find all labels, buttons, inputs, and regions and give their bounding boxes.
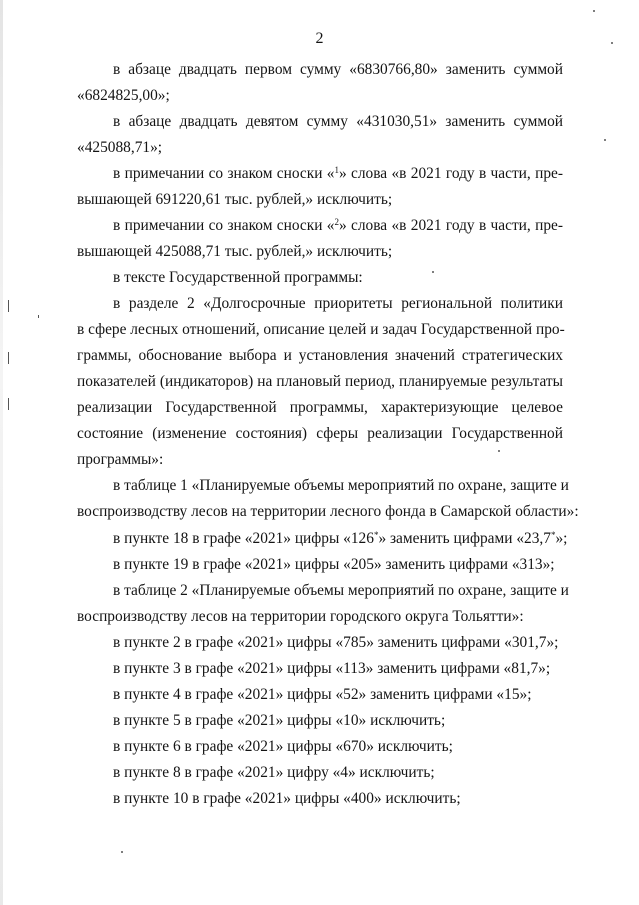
- line-text: в пункте 18 в графе «2021» цифры «126: [113, 530, 374, 547]
- line-l23: [113, 633, 563, 653]
- line-text: в примечании со знаком сноски «: [113, 217, 335, 234]
- scan-speck: [38, 315, 39, 318]
- line-l04: [77, 138, 563, 158]
- line-text: вышающей 425088,71 тыс. рублей,» исключить;: [77, 243, 393, 260]
- scan-speck: [604, 139, 606, 141]
- line-l15: [77, 424, 563, 444]
- line-l19: [113, 529, 568, 549]
- line-l02: [77, 86, 563, 106]
- line-text: воспроизводству лесов на территории городского округа Тольятти»:: [77, 608, 524, 625]
- line-text: реализации Государственной программы, характеризующие целевое: [77, 399, 563, 416]
- line-l06: [77, 190, 563, 210]
- line-text: показателей (индикаторов) на плановый период, планируемые результаты: [77, 373, 563, 390]
- line-text: » слова «в 2021 году в части, пре-: [339, 165, 563, 182]
- line-text: в абзаце двадцать девятом сумму «431030,51» заменить суммой: [113, 113, 563, 130]
- line-l03: [113, 112, 563, 132]
- line-text: в пункте 5 в графе «2021» цифры «10» исключить;: [113, 712, 446, 729]
- line-text: »;: [555, 530, 568, 547]
- line-l16: [77, 450, 563, 470]
- footnote-mark: 1: [334, 165, 339, 175]
- line-l08: [77, 242, 563, 262]
- scan-speck: [498, 450, 500, 452]
- line-l14: [77, 398, 563, 418]
- line-text: в пункте 8 в графе «2021» цифру «4» исключить;: [113, 764, 435, 781]
- line-text: в примечании со знаком сноски «: [113, 165, 335, 182]
- line-l21: [113, 581, 569, 601]
- line-text: в таблице 1 «Планируемые объемы мероприятий по охране, защите и: [113, 477, 569, 494]
- line-text: воспроизводству лесов на территории лесного фонда в Самарской области»:: [77, 503, 579, 520]
- line-text: в тексте Государственной программы:: [113, 269, 363, 286]
- page-number: 2: [315, 30, 324, 47]
- line-l12: [77, 346, 563, 366]
- line-l17: [113, 476, 569, 496]
- line-text: вышающей 691220,61 тыс. рублей,» исключить;: [77, 191, 393, 208]
- footnote-mark: *: [373, 530, 379, 540]
- line-text: в абзаце двадцать первом сумму «6830766,80» заменить суммой: [113, 61, 563, 78]
- line-l05: [113, 164, 563, 184]
- line-l20: [113, 555, 563, 575]
- line-text: в пункте 19 в графе «2021» цифры «205» заменить цифрами «313»;: [113, 556, 555, 573]
- line-text: «425088,71»;: [77, 139, 163, 156]
- line-l22: [77, 607, 563, 627]
- footnote-mark: 2: [334, 217, 339, 227]
- line-text: » слова «в 2021 году в части, пре-: [339, 217, 563, 234]
- line-text: в пункте 6 в графе «2021» цифры «670» исключить;: [113, 738, 453, 755]
- line-l26: [113, 711, 563, 731]
- line-l18: [77, 502, 579, 522]
- line-l24: [113, 659, 563, 679]
- line-text: в пункте 3 в графе «2021» цифры «113» заменить цифрами «81,7»;: [113, 660, 551, 677]
- scan-speck: [121, 851, 123, 853]
- line-text: в разделе 2 «Долгосрочные приоритеты региональной политики: [113, 295, 563, 312]
- line-l07: [113, 216, 563, 236]
- line-text: в пункте 10 в графе «2021» цифры «400» исключить;: [113, 790, 461, 807]
- scan-speck: [8, 398, 9, 410]
- scan-speck: [432, 271, 434, 273]
- line-text: «6824825,00»;: [77, 87, 170, 104]
- scan-speck: [611, 42, 613, 44]
- line-l29: [113, 789, 563, 809]
- line-text: в пункте 2 в графе «2021» цифры «785» заменить цифрами «301,7»;: [113, 634, 559, 651]
- scan-speck: [593, 10, 595, 12]
- line-text: в пункте 4 в графе «2021» цифры «52» заменить цифрами «15»;: [113, 686, 532, 703]
- scan-speck: [8, 300, 9, 312]
- line-l13: [77, 372, 563, 392]
- scan-speck: [8, 352, 9, 364]
- line-l28: [113, 763, 563, 783]
- line-l27: [113, 737, 563, 757]
- line-text: программы»:: [77, 451, 164, 468]
- line-text: граммы, обоснование выбора и установления значений стратегических: [77, 347, 563, 364]
- line-text: в таблице 2 «Планируемые объемы мероприятий по охране, защите и: [113, 582, 569, 599]
- line-text: » заменить цифрами «23,7: [378, 530, 551, 547]
- line-l11: [77, 320, 563, 340]
- footnote-mark: *: [550, 530, 556, 540]
- line-l10: [113, 294, 563, 314]
- scan-edge: [0, 0, 3, 905]
- line-text: состояние (изменение состояния) сферы реализации Государственной: [77, 425, 563, 442]
- line-l01: [113, 60, 563, 80]
- line-l25: [113, 685, 563, 705]
- line-text: в сфере лесных отношений, описание целей и задач Государственной про-: [77, 321, 565, 338]
- line-l09: [113, 268, 563, 288]
